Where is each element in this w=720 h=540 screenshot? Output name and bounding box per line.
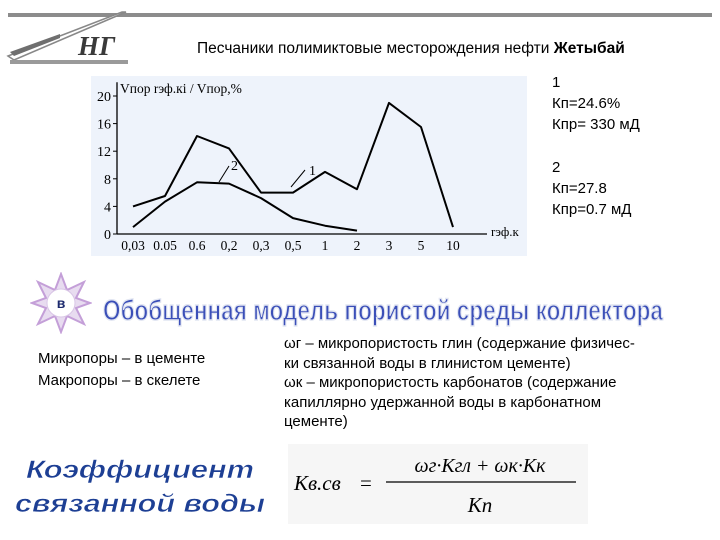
description-line: ки связанной воды в глинистом цементе): [284, 354, 571, 372]
legend-2-porosity: Кп=27.8: [552, 180, 607, 197]
legend-sample-1: [552, 72, 640, 135]
x-tick-label: 5: [417, 238, 425, 253]
y-axis-label: Vпор rэф.кi / Vпор,%: [120, 81, 242, 96]
legend-1-porosity: Кп=24.6%: [552, 95, 621, 112]
x-tick-labels: [121, 238, 460, 253]
y-tick-label: 20: [97, 90, 111, 105]
coefficient-title: [10, 450, 268, 530]
formula-denominator: Кп: [467, 493, 493, 517]
formula-numerator: ωг·Кгл + ωк·Кк: [414, 455, 546, 477]
legend-2-permeability: Кпр=0.7 мД: [552, 201, 632, 218]
section-heading: [98, 280, 668, 338]
description: [284, 334, 704, 432]
x-tick-label: 0,5: [284, 238, 302, 253]
series-1-leader: [291, 170, 305, 187]
logo-text: НГ: [78, 31, 116, 61]
legend-1-number: 1: [552, 74, 561, 91]
y-tick-label: 16: [97, 117, 111, 133]
description-line: ωг – микропористость глин (содержание физичес-: [284, 335, 635, 352]
x-tick-label: 3: [385, 238, 393, 253]
macropores-text: Макропоры – в скелете: [38, 372, 201, 389]
x-tick-label: 0,2: [220, 238, 238, 253]
x-tick-label: 1: [321, 238, 329, 253]
x-tick-label: 0,03: [121, 238, 145, 253]
pore-distribution-chart: [91, 76, 527, 256]
x-tick-label: 0.05: [153, 238, 177, 253]
formula-lhs: Кв.св: [294, 471, 341, 495]
x-axis-label: rэф.к: [491, 224, 519, 239]
y-tick-label: 0: [104, 228, 111, 243]
badge-letter: в: [56, 295, 66, 311]
y-tick-labels: [97, 90, 117, 243]
description-line: капиллярно удержанной воды в карбонатном: [284, 393, 602, 411]
description-line: цементе): [284, 413, 348, 430]
section-heading-text: Обобщенная модель пористой среды коллектора: [103, 295, 664, 327]
y-tick-label: 12: [97, 145, 111, 161]
formula-equals: =: [360, 471, 372, 495]
series-line-2: [133, 182, 357, 230]
x-tick-label: 2: [353, 238, 361, 253]
series-label-1: 1: [309, 164, 316, 179]
legend-1-permeability: Кпр= 330 мД: [552, 116, 640, 133]
slide-title: [197, 40, 625, 58]
x-tick-label: 10: [446, 238, 460, 253]
star-badge: [30, 272, 92, 334]
series-label-2: 2: [231, 159, 238, 174]
legend-2-number: 2: [552, 159, 561, 176]
y-tick-label: 8: [104, 172, 111, 188]
series-line-1: [133, 103, 453, 227]
micropores-text: Микропоры – в цементе: [38, 350, 206, 367]
y-tick-label: 4: [104, 200, 111, 216]
x-tick-label: 0,3: [252, 238, 270, 253]
description-line: ωк – микропористость карбонатов (содержание: [284, 374, 617, 391]
legend-sample-2: [552, 157, 631, 220]
chart-series: [133, 103, 453, 231]
x-tick-label: 0.6: [188, 238, 206, 253]
bound-water-formula: [288, 444, 588, 524]
title-main: Песчаники полимиктовые месторождения нефти: [197, 40, 554, 57]
logo: [0, 8, 130, 68]
title-field-name: Жетыбай: [553, 40, 625, 57]
coefficient-title-line-2: связанной воды: [15, 490, 265, 518]
series-2-leader: [219, 166, 229, 182]
coefficient-title-line-1: Коэффициент: [26, 456, 255, 484]
